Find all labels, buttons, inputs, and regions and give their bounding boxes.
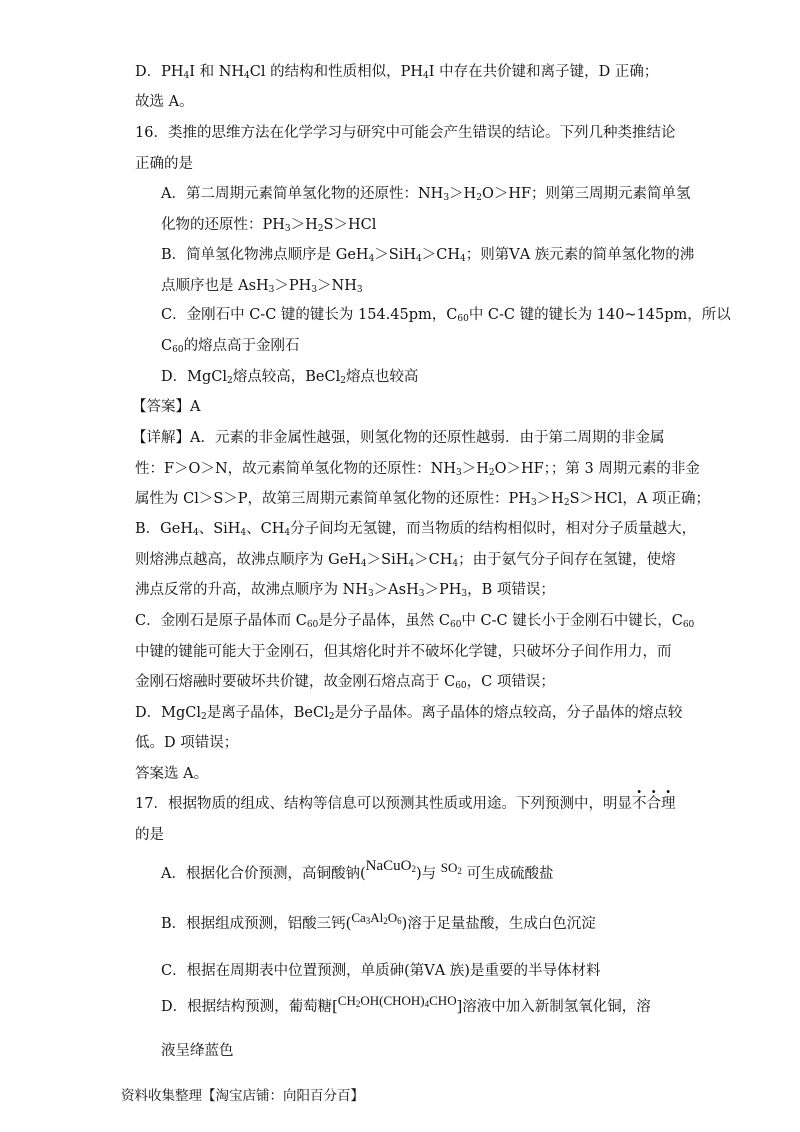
line: [161, 367, 418, 387]
text-run: I 中存在共价键和离子键，D 正确；: [428, 64, 659, 80]
subscript: 2: [317, 224, 324, 234]
text-run: ＞H: [449, 186, 477, 202]
text-run: ＞PH: [274, 278, 312, 294]
formula-text: Ca: [351, 910, 366, 925]
subscript: 2: [355, 999, 361, 1009]
text-run: C．金刚石中 C-C 键的键长为 154.45pm，C: [161, 307, 458, 323]
subscript: 60: [682, 620, 695, 630]
text-run: 性：F＞O＞N，故元素简单氢化物的还原性：NH: [135, 461, 456, 477]
line: [135, 764, 208, 784]
text-run: O＞HF；；第 3 周期元素的非金: [494, 461, 700, 477]
subscript: 3: [418, 589, 425, 599]
subscript: 4: [452, 559, 459, 569]
line: [135, 672, 555, 692]
text-run: ，C 项错误；: [466, 674, 555, 690]
text-run: A．根据化合价预测，高铜酸钠(: [161, 866, 366, 882]
text-run: B．简单氢化物沸点顺序是 GeH: [161, 247, 369, 263]
formula-image: [366, 856, 416, 876]
text-run: 故选 A。: [135, 94, 194, 110]
subscript: 2: [488, 468, 495, 478]
text-run: 熔点较高，BeCl: [232, 369, 341, 385]
subscript: 2: [411, 864, 416, 874]
subscript: 60: [172, 345, 184, 355]
subscript: 3: [284, 224, 291, 234]
subscript: 4: [240, 528, 247, 538]
text-run: 化物的还原性：PH: [161, 217, 285, 233]
formula-image: [360, 991, 429, 1011]
formula-text: CHO: [429, 993, 457, 1008]
line: [135, 794, 675, 814]
text-run: 金刚石熔融时要破坏共价键，故金刚石熔点高于 C: [135, 674, 456, 690]
text-run: 可生成硫酸盐: [461, 866, 554, 882]
formula-image: [441, 858, 462, 878]
text-run: D．MgCl: [135, 705, 201, 721]
subscript: 4: [284, 528, 291, 538]
subscript: 2: [457, 866, 462, 876]
line: [135, 611, 694, 631]
formula-text: O: [387, 910, 398, 925]
line: [132, 428, 664, 448]
text-run: ＞CH: [421, 247, 461, 263]
subscript: 3: [356, 285, 363, 295]
subscript: 4: [360, 559, 367, 569]
text-run: ＞H: [536, 491, 564, 507]
text-run: 正确的是: [135, 156, 193, 172]
subscript: 4: [423, 71, 429, 81]
subscript: 60: [457, 314, 469, 324]
subscript: 2: [476, 193, 482, 203]
subscript: 2: [340, 376, 346, 386]
subscript: 3: [455, 468, 462, 478]
text-run: 16．类推的思维方法在化学学习与研究中可能会产生错误的结论。下列几种类推结论: [135, 125, 676, 141]
subscript: 2: [383, 916, 388, 926]
text-run: 是分子晶体。离子晶体的熔点较高，分子晶体的熔点较: [334, 705, 683, 721]
text-run: )与: [415, 866, 441, 882]
formula-text: CH: [337, 993, 356, 1008]
line: [161, 858, 554, 884]
line: [135, 642, 672, 662]
subscript: 4: [408, 559, 415, 569]
text-run: 中 C-C 键的键长为 140~145pm，所以: [468, 307, 731, 323]
formula-image: [338, 991, 361, 1011]
line: [135, 459, 700, 479]
text-run: 分子间均无氢键，而当物质的结构相似时，相对分子质量越大，: [290, 521, 697, 537]
footer-text: 资料收集整理【淘宝店铺：向阳百分百】: [121, 1088, 364, 1104]
text-run: 液呈绛蓝色: [161, 1043, 234, 1059]
text-run: 点顺序也是 AsH: [161, 278, 269, 294]
subscript: 4: [244, 71, 250, 81]
subscript: 3: [367, 589, 374, 599]
subscript: 60: [306, 620, 319, 630]
text-run: B．GeH: [135, 521, 193, 537]
text-run: ＞AsH: [373, 582, 419, 598]
emphasis-char: 不: [631, 796, 647, 812]
text-run: ，B 项错误；: [467, 582, 555, 598]
text-run: 熔点也较高: [345, 369, 419, 385]
subscript: 4: [416, 254, 422, 264]
text-run: B．根据组成预测，铝酸三钙(: [161, 916, 352, 932]
formula-text: Al: [370, 910, 384, 925]
text-run: ＞SiH: [374, 247, 417, 263]
line: [161, 961, 600, 981]
text-run: D．根据结构预测，葡萄糖[: [161, 999, 338, 1015]
subscript: 4: [424, 999, 430, 1009]
line: [161, 910, 596, 934]
subscript: 2: [201, 712, 207, 722]
line: [135, 519, 696, 539]
text-run: S＞HCl，A 项正确；: [569, 491, 710, 507]
text-run: 属性为 Cl＞S＞P，故第三周期元素简单氢化物的还原性：PH: [135, 491, 531, 507]
line: [161, 305, 731, 325]
text-run: ；则第ⅤA 族元素的简单氢化物的沸: [465, 247, 695, 263]
text-run: 答案选 A。: [135, 766, 209, 782]
subscript: 4: [192, 528, 199, 538]
text-run: O＞HF；则第三周期元素简单氢: [481, 186, 691, 202]
text-run: 中键的键能可能大于金刚石，但其熔化时并不破坏化学键，只破坏分子间作用力，而: [135, 644, 672, 660]
subscript: 60: [449, 620, 462, 630]
subscript: 3: [530, 498, 537, 508]
text-run: S＞HCl: [323, 217, 377, 233]
text-run: ＞SiH: [366, 552, 409, 568]
line: [135, 62, 658, 82]
subscript: 3: [311, 285, 318, 295]
subscript: 4: [183, 71, 190, 81]
text-run: ；由于氨气分子间存在氢键，使熔: [458, 552, 676, 568]
subscript: 60: [455, 681, 467, 691]
subscript: 4: [460, 254, 466, 264]
subscript: 3: [443, 193, 450, 203]
subscript: 2: [227, 376, 233, 386]
text-run: 中 C-C 键长小于金刚石中键长，C: [461, 613, 683, 629]
text-run: ＞PH: [424, 582, 462, 598]
text-run: ＞CH: [414, 552, 453, 568]
line: [135, 550, 676, 570]
formula-image: [388, 908, 402, 928]
text-run: )溶于足量盐酸，生成白色沉淀: [401, 916, 596, 932]
text-run: D．MgCl: [161, 369, 227, 385]
line: [135, 703, 682, 723]
line: [161, 245, 694, 265]
text-run: C．金刚石是原子晶体而 C: [135, 613, 307, 629]
line: [135, 154, 193, 174]
text-run: C: [161, 338, 173, 354]
text-run: A．第二周期元素简单氢化物的还原性：NH: [161, 186, 444, 202]
line: [161, 215, 376, 235]
subscript: 3: [365, 916, 371, 926]
formula-text: OH(CHOH): [360, 993, 425, 1008]
subscript: 2: [563, 498, 570, 508]
text-run: 是离子晶体，BeCl: [206, 705, 329, 721]
text-run: ＞H: [461, 461, 489, 477]
formula-text: NaCuO: [365, 858, 412, 874]
text-run: 是分子晶体，虽然 C: [318, 613, 450, 629]
text-run: 【详解】A．元素的非金属性越强，则氢化物的还原性越弱．由于第二周期的非金属: [132, 430, 665, 446]
text-run: 、SiH: [198, 521, 241, 537]
subscript: 3: [268, 285, 275, 295]
text-run: 低。D 项错误；: [135, 735, 239, 751]
text-run: D．PH: [135, 64, 184, 80]
line: [132, 397, 200, 417]
line: [135, 733, 238, 753]
text-run: 、CH: [246, 521, 285, 537]
line: [161, 184, 691, 204]
text-run: 则熔沸点越高，故沸点顺序为 GeH: [135, 552, 361, 568]
line: [135, 489, 710, 509]
text-run: 的是: [135, 827, 164, 843]
emphasis-char: 理: [660, 796, 676, 812]
subscript: 3: [461, 589, 468, 599]
formula-image: [429, 991, 456, 1011]
line: [135, 825, 164, 845]
subscript: 2: [328, 712, 335, 722]
formula-image: [351, 908, 370, 928]
subscript: 6: [397, 916, 402, 926]
line: [161, 993, 651, 1017]
emphasis-char: 合: [646, 796, 661, 812]
line: [161, 336, 300, 356]
formula-text: SO: [440, 860, 458, 875]
line: [135, 580, 555, 600]
line: [161, 276, 363, 296]
text-run: Cl 的结构和性质相似，PH: [249, 64, 424, 80]
text-run: ＞NH: [317, 278, 357, 294]
text-run: 沸点反常的升高，故沸点顺序为 NH: [135, 582, 368, 598]
text-run: 17．根据物质的组成、结构等信息可以预测其性质或用途。下列预测中，明显: [135, 796, 632, 812]
text-run: 【答案】A: [132, 399, 201, 415]
text-run: I 和 NH: [189, 64, 245, 80]
subscript: 4: [368, 254, 375, 264]
line: [161, 1041, 234, 1061]
formula-image: [370, 908, 388, 928]
text-run: ]溶液中加入新制氢氧化铜，溶: [456, 999, 651, 1015]
line: [135, 123, 675, 143]
line: [135, 92, 194, 112]
text-run: C．根据在周期表中位置预测，单质砷(第ⅤA 族)是重要的半导体材料: [161, 963, 601, 979]
text-run: ＞H: [290, 217, 318, 233]
text-run: 的熔点高于金刚石: [183, 338, 300, 354]
